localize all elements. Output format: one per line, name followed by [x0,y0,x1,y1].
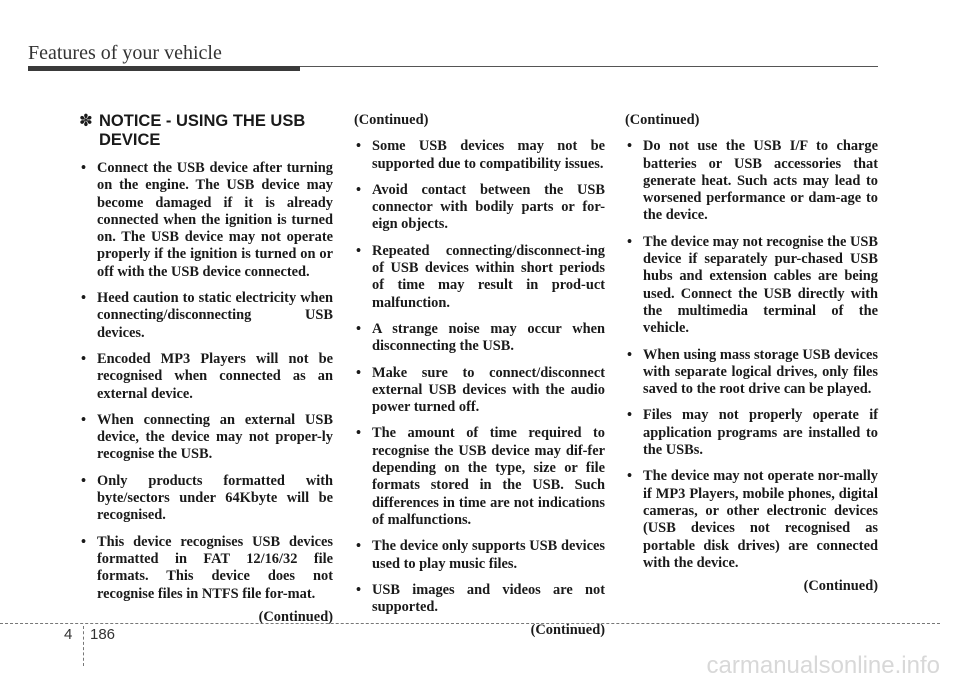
column-2 [354,112,605,640]
continued-heading: (Continued) [354,112,429,128]
bullet-list-3 [625,138,878,572]
watermark: carmanualsonline.info [706,652,940,679]
list-item: • Files may not properly operate if application programs are installed to the USBs. [625,407,878,459]
list-item: • A strange noise may occur when disconnecting the USB. [354,321,605,356]
column-1 [79,112,333,626]
list-item: • Connect the USB device after turning on the engine. The USB device may become damaged if it is already connected when the ignition is turned on. The USB device may not operate properly if the ignition is turned on or off with the USB device connected. [79,160,333,281]
list-item: • Some USB devices may not be supported due to compatibility issues. [354,138,605,173]
continued-heading: (Continued) [625,112,700,128]
continued-label: (Continued) [258,608,333,625]
bullet-list-2 [354,138,605,616]
list-item: • The device may not recognise the USB device if separately pur-chased USB hubs and extension cables are being used. Connect the USB directly with the multimedia terminal of the vehicle. [625,234,878,338]
list-item: • The amount of time required to recognise the USB device may dif-fer depending on the type, size or file formats stored in the USB. Such differences in time are not indications of malfunctions. [354,425,605,529]
footer-rule [0,623,940,624]
list-item: • Encoded MP3 Players will not be recognised when connected as an external device. [79,351,333,403]
notice-title-text: NOTICE - USING THE USB DEVICE [99,112,306,149]
list-item: • USB images and videos are not supported. [354,582,605,617]
list-item: • Heed caution to static electricity when connecting/disconnecting USB devices. [79,290,333,342]
list-item: • The device only supports USB devices used to play music files. [354,538,605,573]
list-item: • Make sure to connect/disconnect external USB devices with the audio power turned off. [354,365,605,417]
header-title: Features of your vehicle [28,42,222,64]
page-number: 186 [90,626,116,643]
header-bar [28,66,300,71]
page-section: 4 [64,626,73,643]
list-item: • Do not use the USB I/F to charge batteries or USB accessories that generate heat. Such acts may lead to worsened performance or dam-age to the device. [625,138,878,224]
list-item: • When connecting an external USB device, the device may not proper-ly recognise the USB. [79,412,333,464]
list-item: • Only products formatted with byte/sectors under 64Kbyte will be recognised. [79,473,333,525]
footer-divider [83,626,84,666]
continued-label: (Continued) [530,622,605,639]
notice-mark-icon: ✽ [79,112,93,130]
bullet-list-1 [79,160,333,603]
list-item: • The device may not operate nor-mally if MP3 Players, mobile phones, digital cameras, or other electronic devices (USB devices not recognised as portable disk drives) are connected with the device. [625,468,878,572]
list-item: • Repeated connecting/disconnect-ing of USB devices within short periods of time may result in prod-uct malfunction. [354,243,605,312]
list-item: • This device recognises USB devices formatted in FAT 12/16/32 file formats. This device does not recognise files in NTFS file for-mat. [79,534,333,603]
list-item: • Avoid contact between the USB connector with bodily parts or for-eign objects. [354,182,605,234]
continued-label: (Continued) [803,578,878,595]
column-3 [625,112,878,595]
notice-title [79,112,333,150]
list-item: • When using mass storage USB devices with separate logical drives, only files saved to the root drive can be played. [625,347,878,399]
